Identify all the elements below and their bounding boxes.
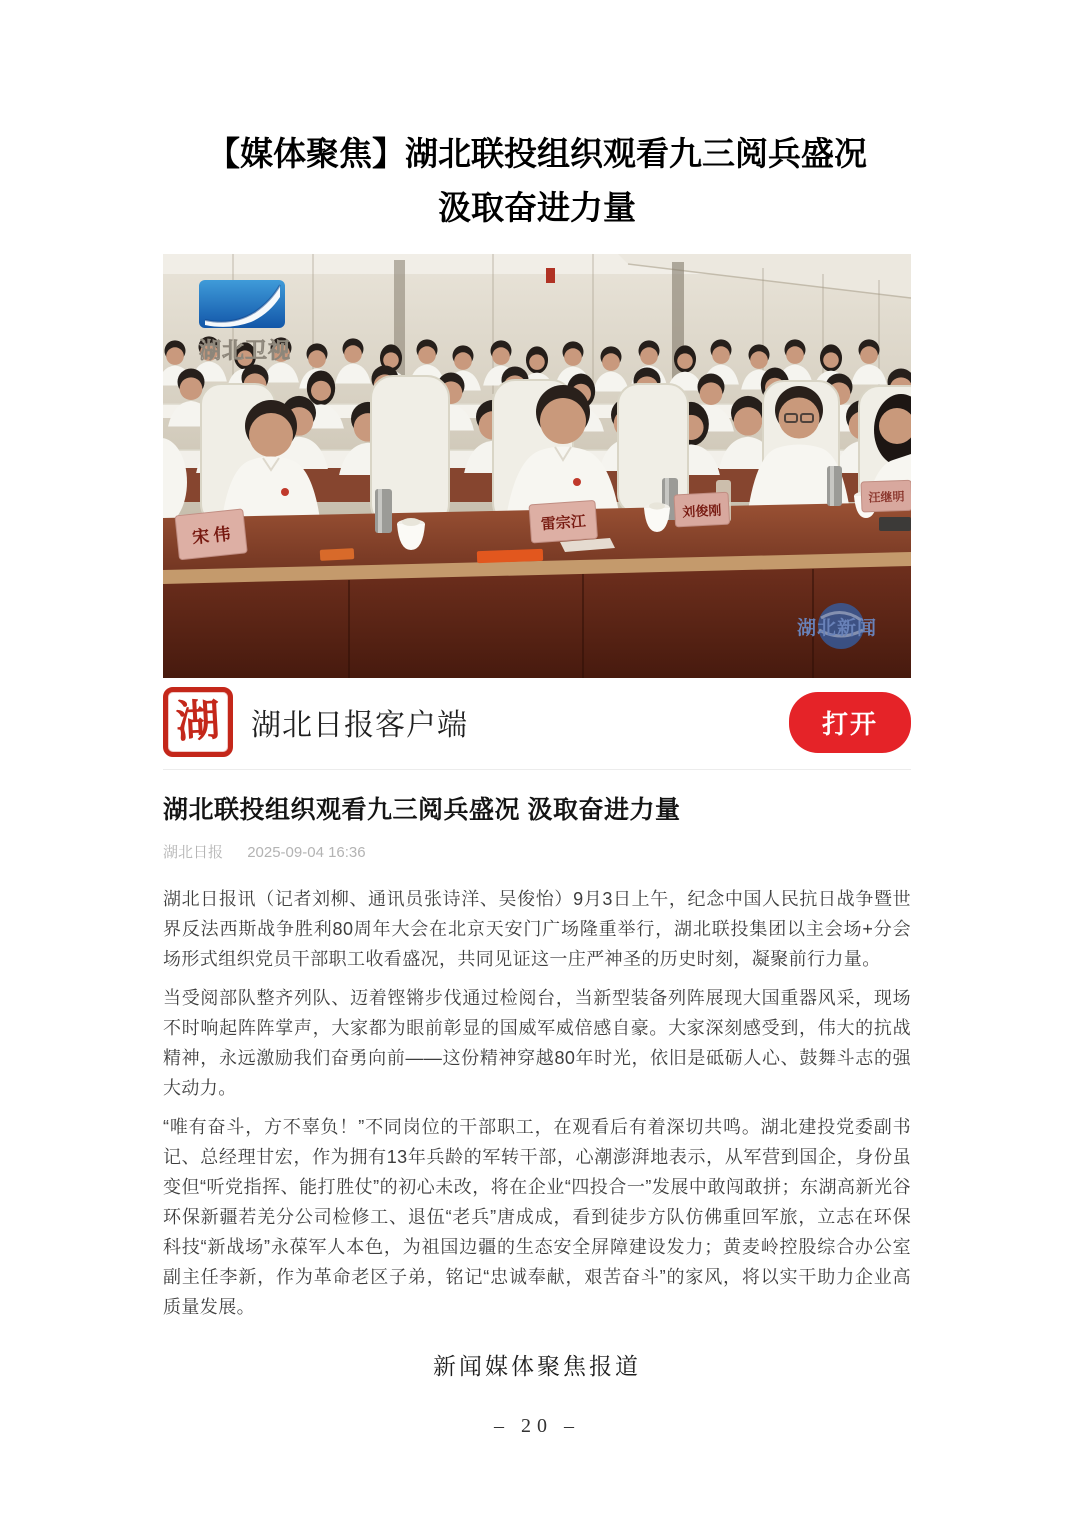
- name-plate-1: [175, 509, 247, 560]
- banner-divider: [163, 769, 911, 770]
- hubei-daily-seal-icon: [163, 687, 233, 757]
- wall-alarm-box: [546, 268, 555, 283]
- conference-room-scene: [163, 254, 911, 678]
- svg-text:雷宗江: 雷宗江: [540, 514, 587, 534]
- article-paragraph-3: “唯有奋斗，方不辜负！”不同岗位的干部职工，在观看后有着深切共鸣。湖北建投党委副书记、总经理甘宏，作为拥有13年兵龄的军转干部，心潮澎湃地表示，从军营到国企，身份虽变但“听党指挥、能打胜仗”的初心未改，将在企业“四投合一”发展中敢闯敢拼；东湖高新光谷环保新疆若羌分公司检修工、退伍“老兵”唐成成，看到徒步方队仿佛重回军旅，立志在环保科技“新战场”永葆军人本色，为祖国边疆的生态安全屏障建设发力；黄麦岭控股综合办公室副主任李新，作为革命老区子弟，铭记“忠诚奉献，艰苦奋斗”的家风，将以实干助力企业高质量发展。: [163, 1117, 911, 1317]
- svg-text:宋 伟: 宋 伟: [191, 524, 232, 548]
- app-name: 湖北日报客户端: [251, 709, 468, 742]
- title-line-2: 汲取奋进力量: [438, 191, 636, 227]
- name-plate-4: [861, 480, 911, 512]
- hubei-tv-logo-icon: [199, 280, 291, 363]
- open-app-button[interactable]: 打开: [789, 692, 911, 753]
- article-byline: [163, 841, 911, 862]
- svg-text:汪继明: 汪继明: [868, 489, 905, 505]
- name-plate-3: [674, 492, 730, 527]
- document-title: [163, 128, 911, 236]
- app-banner: [163, 686, 911, 758]
- news-photo: [163, 254, 911, 678]
- section-caption: 新闻媒体聚焦报道: [433, 1354, 641, 1379]
- article-source: 湖北日报: [163, 844, 224, 861]
- article-body: [163, 884, 911, 1322]
- seal-character: 湖: [174, 695, 222, 748]
- article-paragraph-2: 当受阅部队整齐列队、迈着铿锵步伐通过检阅台，当新型装备列阵展现大国重器风采，现场不时响起阵阵掌声，大家都为眼前彰显的国威军威倍感自豪。大家深刻感受到，伟大的抗战精神，永远激励我们奋勇向前——这份精神穿越80年时光，依旧是砥砺人心、鼓舞斗志的强大动力。: [163, 988, 911, 1098]
- article-headline: 湖北联投组织观看九三阅兵盛况 汲取奋进力量: [163, 796, 681, 824]
- page-number: – 20 –: [494, 1415, 580, 1437]
- svg-text:湖北新闻: 湖北新闻: [797, 618, 878, 639]
- title-line-1: 【媒体聚焦】湖北联投组织观看九三阅兵盛况: [207, 137, 867, 173]
- hubei-tv-logo-text: 湖北卫视: [199, 338, 292, 363]
- svg-text:刘俊刚: 刘俊刚: [682, 502, 722, 520]
- article-datetime: 2025-09-04 16:36: [247, 844, 366, 861]
- name-plate-2: [529, 500, 597, 543]
- article-paragraph-1: 湖北日报讯（记者刘柳、通讯员张诗洋、吴俊怡）9月3日上午，纪念中国人民抗日战争暨世界反法西斯战争胜利80周年大会在北京天安门广场隆重举行，湖北联投集团以主会场+分会场形式组织党员干部职工收看盛况，共同见证这一庄严神圣的历史时刻，凝聚前行力量。: [163, 889, 911, 969]
